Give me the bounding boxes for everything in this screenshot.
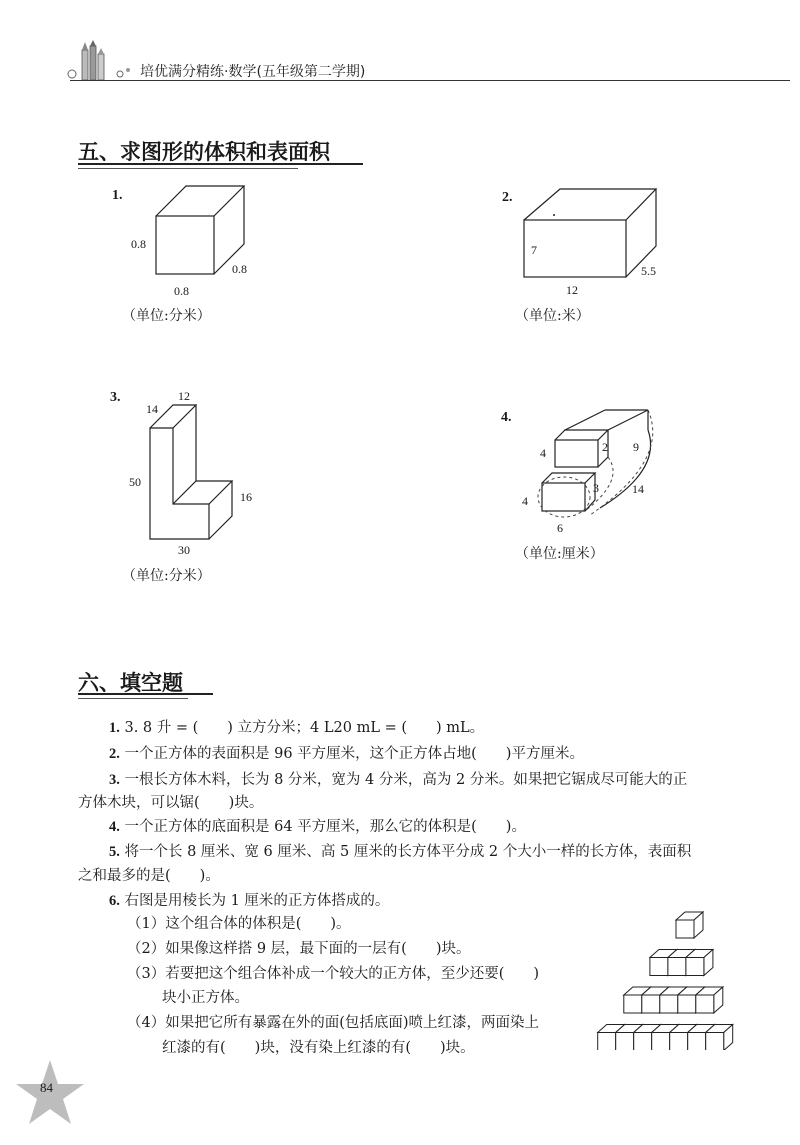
- fig4-unit: （单位:厘米）: [515, 546, 604, 562]
- q6-sub4-line2: 红漆的有( )块，没有染上红漆的有( )块。: [162, 1040, 475, 1056]
- q6-text: 右图是用棱长为 1 厘米的正方体搭成的。: [124, 893, 390, 909]
- q2-text: 一个正方体的表面积是 96 平方厘米，这个正方体占地( )平方厘米。: [124, 746, 584, 762]
- q6-sub2: （2）如果像这样搭 9 层，最下面的一层有( )块。: [127, 941, 471, 957]
- cube-face: [668, 958, 686, 976]
- fig4-composite-drawing: [530, 400, 670, 525]
- q5: [109, 842, 691, 862]
- cube-face: [678, 995, 696, 1013]
- cube-face: [676, 920, 694, 938]
- fig4-dim-bottom-height: 4: [522, 494, 528, 508]
- fig2-cuboid-drawing: [520, 185, 660, 285]
- q1-text: 3. 8 升 = ( ) 立方分米；4 L20 mL = ( ) mL。: [124, 720, 485, 736]
- page-number: 84: [40, 1080, 53, 1095]
- fig2-dim-depth: 5.5: [641, 264, 656, 278]
- fig3-unit: （单位:分米）: [122, 568, 211, 584]
- fig3-dim-top-width: 12: [178, 389, 190, 403]
- cube-face: [624, 995, 642, 1013]
- q6-sub4-line1: （4）如果把它所有暴露在外的面(包括底面)喷上红漆，两面染上: [127, 1015, 540, 1031]
- q3-number: 3.: [109, 772, 120, 788]
- cube-face: [634, 1033, 652, 1051]
- header-title: 培优满分精练·数学(五年级第二学期): [140, 64, 366, 80]
- section5-underline: [78, 163, 363, 165]
- fig4-dim-top-depth: 2: [602, 440, 608, 454]
- fig3-l-shape-drawing: [145, 398, 245, 543]
- fig2-dim-height: 7: [531, 243, 537, 257]
- q4-number: 4.: [109, 819, 120, 835]
- fig4-dim-width: 6: [557, 521, 563, 535]
- cube-face: [706, 1033, 724, 1051]
- cube-face: [688, 1033, 706, 1051]
- header-rule: [70, 80, 790, 81]
- fig3-dim-step-height: 16: [240, 490, 252, 504]
- section5-title: 五、求图形的体积和表面积: [78, 140, 330, 164]
- fig4-dim-bottom-depth: 3: [593, 481, 599, 495]
- cube-face: [670, 1033, 688, 1051]
- q5-text-line2: 之和最多的是( )。: [78, 868, 220, 884]
- header-pencils-icon: [60, 40, 140, 82]
- fig3-number: 3.: [110, 390, 121, 405]
- q6-sub3-line2: 块小正方体。: [162, 990, 249, 1006]
- fig3-dim-depth: 14: [146, 402, 158, 416]
- fig2-number: 2.: [502, 190, 513, 205]
- q6-number: 6.: [109, 893, 120, 909]
- q2: [109, 744, 584, 764]
- q5-text-line1: 将一个长 8 厘米、宽 6 厘米、高 5 厘米的长方体平分成 2 个大小一样的长方体，表面积: [124, 844, 692, 860]
- fig4-dim-slant: 9: [633, 440, 639, 454]
- fig1-dim-depth: 0.8: [232, 262, 247, 276]
- q4-text: 一个正方体的底面积是 64 平方厘米，那么它的体积是( )。: [124, 819, 526, 835]
- fig3-dim-height: 50: [129, 475, 141, 489]
- q6-sub1: （1）这个组合体的体积是( )。: [127, 916, 351, 932]
- section6-underline: [78, 693, 213, 695]
- cube-face: [642, 995, 660, 1013]
- fig1-dim-width: 0.8: [174, 284, 189, 298]
- stacked-cubes-drawing: [590, 890, 780, 1050]
- fig1-number: 1.: [112, 188, 123, 203]
- q6-sub3-line1: （3）若要把这个组合体补成一个较大的正方体，至少还要( ): [127, 966, 540, 982]
- cube-face: [650, 958, 668, 976]
- cube-face: [652, 1033, 670, 1051]
- q3-text-line2: 方体木块，可以锯( )块。: [78, 795, 264, 811]
- cube-face: [616, 1033, 634, 1051]
- fig2-dim-length: 12: [566, 283, 578, 297]
- q1-number: 1.: [109, 720, 120, 736]
- q4: [109, 817, 526, 837]
- q1: [109, 718, 484, 738]
- q3: [109, 770, 687, 790]
- q3-text-line1: 一根长方体木料，长为 8 分米，宽为 4 分米，高为 2 分米。如果把它锯成尽可能大的正: [124, 772, 688, 788]
- cube-face: [660, 995, 678, 1013]
- fig4-dim-top-height: 4: [540, 446, 546, 460]
- q2-number: 2.: [109, 746, 120, 762]
- fig1-unit: （单位:分米）: [122, 308, 211, 324]
- cube-face: [696, 995, 714, 1013]
- q5-number: 5.: [109, 844, 120, 860]
- fig4-number: 4.: [501, 410, 512, 425]
- section6-title: 六、填空题: [78, 671, 183, 695]
- fig3-dim-bottom-width: 30: [178, 543, 190, 557]
- section6-underline-thin: [78, 698, 188, 699]
- cube-face: [598, 1033, 616, 1051]
- section5-underline-thin: [78, 168, 298, 169]
- fig4-dim-length: 14: [632, 482, 644, 496]
- fig1-dim-height: 0.8: [131, 237, 146, 251]
- cube-face: [686, 958, 704, 976]
- fig2-unit: （单位:米）: [515, 308, 590, 324]
- q6: [109, 891, 389, 911]
